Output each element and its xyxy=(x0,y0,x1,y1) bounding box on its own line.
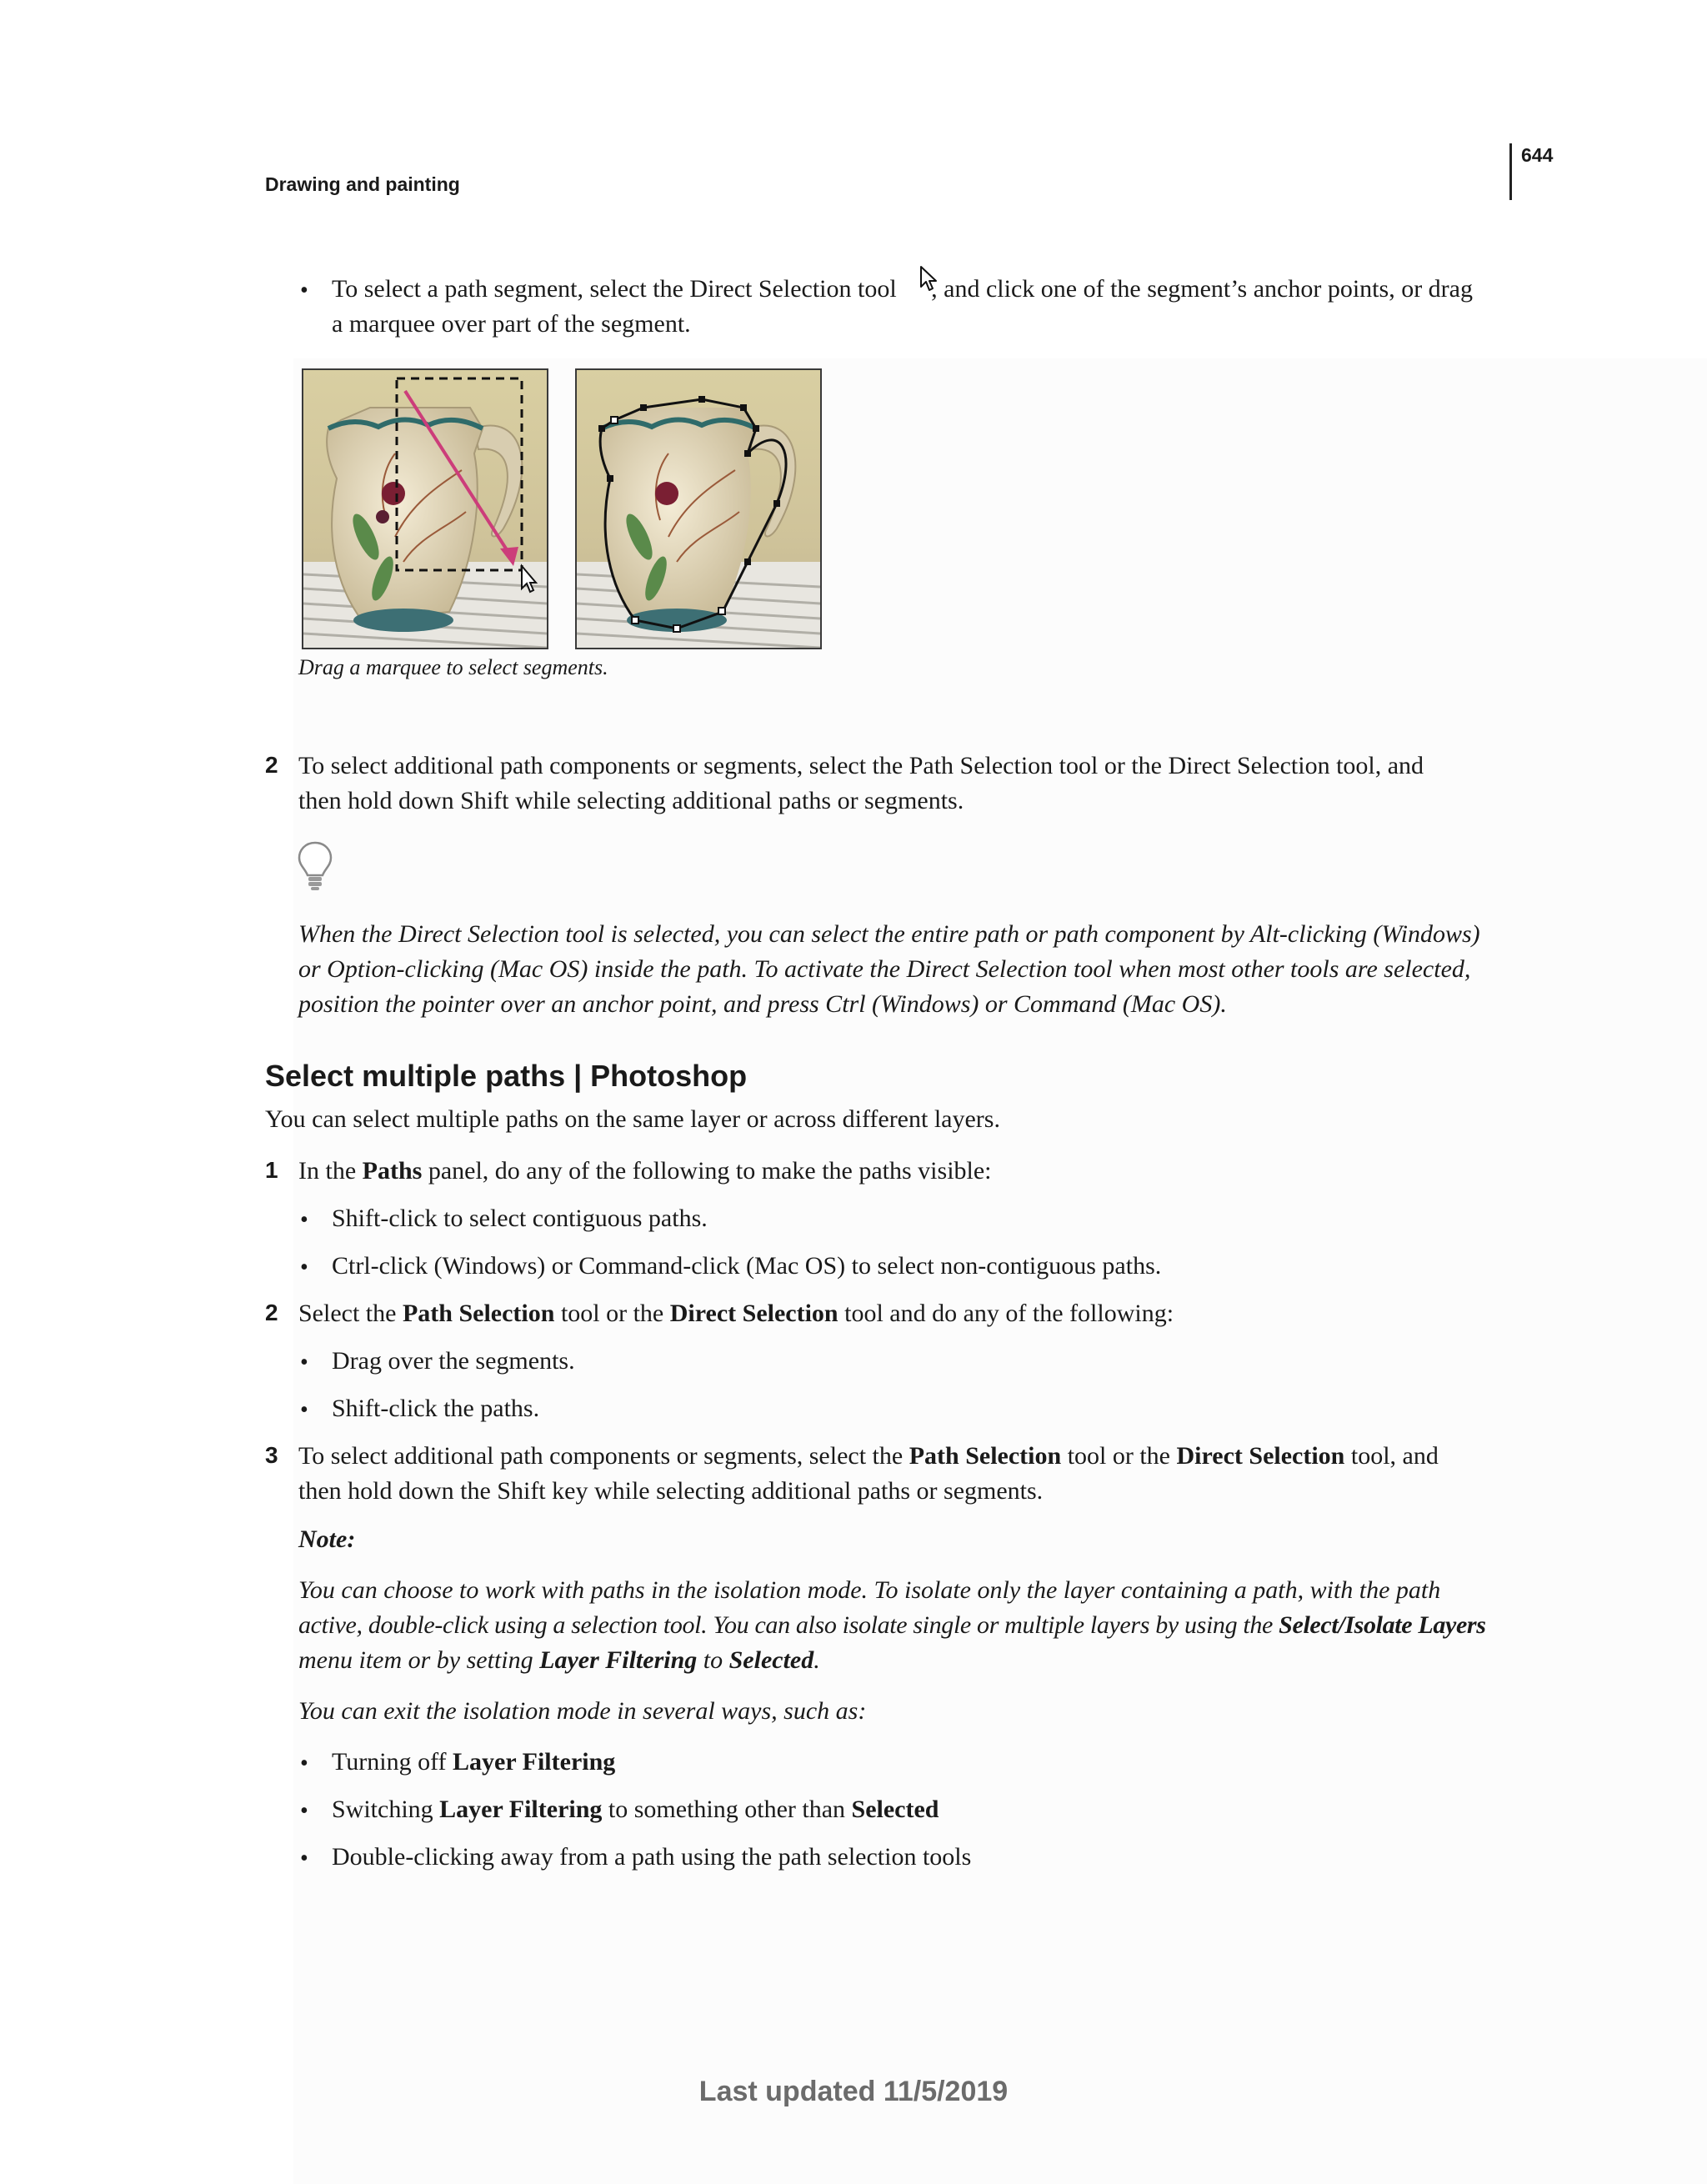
list-item: Drag over the segments. xyxy=(332,1347,575,1375)
header-divider xyxy=(1509,143,1512,200)
selected-term: Selected xyxy=(728,1646,814,1674)
tip-line2: or Option-clicking (Mac OS) inside the path. To activate the Direct Selection tool when most other tools are selected, xyxy=(298,955,1471,983)
bullet-dot: • xyxy=(300,1751,308,1776)
note-line3-end: . xyxy=(813,1646,820,1674)
bullet-dot: • xyxy=(300,1207,308,1233)
step2-text xyxy=(298,1296,1174,1331)
step2-t3: tool and do any of the following: xyxy=(838,1300,1174,1327)
figure-marquee-drag xyxy=(302,368,548,649)
list-item: Ctrl-click (Windows) or Command-click (Mac OS) to select non-contiguous paths. xyxy=(332,1252,1162,1280)
exit-b1-pre: Turning off xyxy=(332,1748,453,1776)
exit-intro: You can exit the isolation mode in several ways, such as: xyxy=(298,1697,867,1725)
direct-selection-arrow-icon xyxy=(919,265,940,295)
list-item: Double-clicking away from a path using the path selection tools xyxy=(332,1843,972,1871)
step1-text-pre: In the xyxy=(298,1157,363,1185)
tip-line3: position the pointer over an anchor point, and press Ctrl (Windows) or Command (Mac OS). xyxy=(298,990,1227,1018)
selected-term: Selected xyxy=(851,1796,939,1823)
list-item xyxy=(332,1745,615,1780)
list-item xyxy=(332,1792,939,1827)
path-selection-term: Path Selection xyxy=(402,1300,555,1327)
bullet-dot: • xyxy=(300,1350,308,1375)
step3-t2: tool or the xyxy=(1061,1442,1177,1470)
step2-line2: then hold down Shift while selecting additional paths or segments. xyxy=(298,787,964,814)
note-line3-mid: to xyxy=(697,1646,729,1674)
running-header: Drawing and painting xyxy=(265,173,460,195)
section-heading: Select multiple paths | Photoshop xyxy=(265,1059,748,1093)
step2-t1: Select the xyxy=(298,1300,403,1327)
note-line2-text: active, double-click using a selection tool. You can also isolate single or multiple layers by using the xyxy=(298,1611,1279,1639)
step1-text-post: panel, do any of the following to make the paths visible: xyxy=(422,1157,992,1185)
step2-t2: tool or the xyxy=(554,1300,670,1327)
step-number: 3 xyxy=(265,1442,278,1468)
bullet-dot: • xyxy=(300,1846,308,1871)
note-line3 xyxy=(298,1643,820,1678)
page-number: 644 xyxy=(1521,144,1554,166)
note-label: Note: xyxy=(298,1525,356,1553)
note-line2 xyxy=(298,1608,1486,1643)
list-item: Shift-click to select contiguous paths. xyxy=(332,1205,708,1232)
direct-selection-term: Direct Selection xyxy=(1176,1442,1345,1470)
intro-bullet-line2: a marquee over part of the segment. xyxy=(332,310,691,338)
step3-t3: tool, and xyxy=(1344,1442,1439,1470)
lightbulb-icon xyxy=(297,840,333,892)
path-selection-term: Path Selection xyxy=(909,1442,1062,1470)
step1-text xyxy=(298,1154,992,1189)
step3-line1 xyxy=(298,1439,1439,1474)
footer-last-updated: Last updated 11/5/2019 xyxy=(698,2076,1009,2107)
direct-selection-term: Direct Selection xyxy=(669,1300,838,1327)
step-number: 1 xyxy=(265,1157,278,1183)
tip-line1: When the Direct Selection tool is selected, you can select the entire path or path component by Alt-clicking (Windows) xyxy=(298,920,1480,948)
bullet-dot: • xyxy=(300,1397,308,1423)
step-number: 2 xyxy=(265,752,278,778)
figure-selected-segments xyxy=(575,368,822,649)
step3-t1: To select additional path components or segments, select the xyxy=(298,1442,909,1470)
layer-filtering-term: Layer Filtering xyxy=(439,1796,603,1823)
paths-panel-term: Paths xyxy=(362,1157,423,1185)
exit-b2-mid: to something other than xyxy=(602,1796,852,1823)
intro-text-after: , and click one of the segment’s anchor points, or drag xyxy=(931,275,1473,303)
bullet-dot: • xyxy=(300,1798,308,1824)
step-number: 2 xyxy=(265,1300,278,1325)
intro-bullet-line1 xyxy=(332,272,1473,307)
note-line1: You can choose to work with paths in the isolation mode. To isolate only the layer containing a path, with the path xyxy=(298,1576,1441,1604)
select-isolate-layers-term: Select/Isolate Layers xyxy=(1279,1611,1486,1639)
step2-line1: To select additional path components or segments, select the Path Selection tool or the Direct Selection tool, and xyxy=(298,752,1424,779)
intro-text-before: To select a path segment, select the Direct Selection tool xyxy=(332,275,904,303)
step3-line2: then hold down the Shift key while selecting additional paths or segments. xyxy=(298,1477,1044,1505)
layer-filtering-term: Layer Filtering xyxy=(453,1748,616,1776)
bullet-dot: • xyxy=(300,1255,308,1280)
section-intro: You can select multiple paths on the same layer or across different layers. xyxy=(265,1105,1000,1133)
layer-filtering-term: Layer Filtering xyxy=(539,1646,698,1674)
note-line3-pre: menu item or by setting xyxy=(298,1646,540,1674)
exit-b2-pre: Switching xyxy=(332,1796,440,1823)
list-item: Shift-click the paths. xyxy=(332,1395,540,1422)
figure-caption: Drag a marquee to select segments. xyxy=(298,655,608,679)
bullet-dot: • xyxy=(300,278,308,303)
